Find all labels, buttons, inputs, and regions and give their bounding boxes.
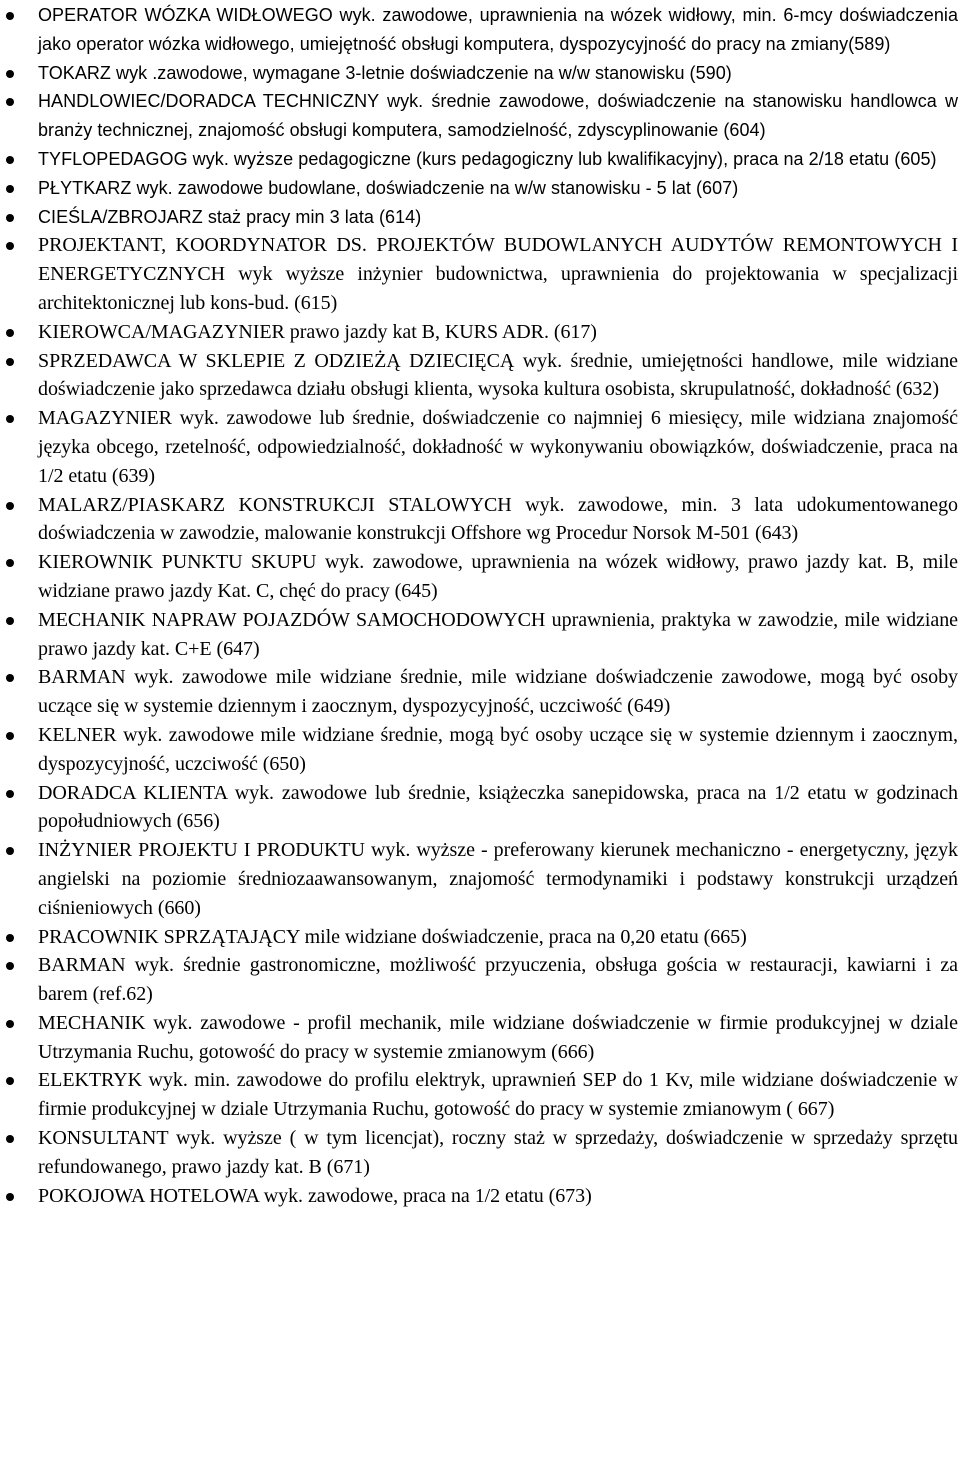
job-offer-item [0,174,960,203]
job-offer-item [0,951,960,1009]
bullet-icon [6,674,14,682]
job-offer-item [0,59,960,88]
job-offer-item [0,721,960,779]
bullet-icon [6,559,14,567]
bullet-icon [6,1135,14,1143]
bullet-icon [6,185,14,193]
job-offer-text: ELEKTRYK wyk. min. zawodowe do profilu elektryk, uprawnień SEP do 1 Kv, mile widziane doświadczenie w firmie produkcyjnej w dziale Utrzymania Ruchu, gotowość do pracy w systemie zmianowym ( 667) [38,1069,958,1121]
job-offer-text: BARMAN wyk. średnie gastronomiczne, możliwość przyuczenia, obsługa gościa w restauracji, kawiarni i za barem (ref.62) [38,954,958,1006]
job-offer-text: SPRZEDAWCA W SKLEPIE Z ODZIEŻĄ DZIECIĘCĄ wyk. średnie, umiejętności handlowe, mile widziane doświadczenie jako sprzedawca działu obsługi klienta, wysoka kultura osobista, skrupulatność, dokładność (632) [38,349,958,401]
bullet-icon [6,98,14,106]
job-offer-item [0,404,960,490]
job-offer-item [0,1182,960,1211]
bullet-icon [6,415,14,423]
job-offer-text: POKOJOWA HOTELOWA wyk. zawodowe, praca na 1/2 etatu (673) [38,1184,592,1207]
bullet-icon [6,242,14,250]
job-offer-text: KONSULTANT wyk. wyższe ( w tym licencjat), roczny staż w sprzedaży, doświadczenie w sprzedaży sprzętu refundowanego, prawo jazdy kat. B (671) [38,1127,958,1178]
job-offer-item [0,923,960,952]
bullet-icon [6,12,14,20]
job-offer-text: OPERATOR WÓZKA WIDŁOWEGO wyk. zawodowe, uprawnienia na wózek widłowy, min. 6-mcy doświadczenia jako operator wózka widłowego, umiejętność obsługi komputera, dyspozycyjność do pracy na zmiany(589) [38,5,958,54]
job-offer-item [0,663,960,721]
job-offer-item [0,87,960,145]
job-offer-item [0,836,960,922]
bullet-icon [6,358,14,366]
job-offer-text: PŁYTKARZ wyk. zawodowe budowlane, doświadczenie na w/w stanowisku - 5 lat (607) [38,177,739,198]
bullet-icon [6,617,14,625]
bullet-icon [6,1077,14,1085]
bullet-icon [6,502,14,510]
job-offer-text: KELNER wyk. zawodowe mile widziane średnie, mogą być osoby uczące się w systemie dziennym i zaocznym, dyspozycyjność, uczciwość (650) [38,723,958,775]
job-offer-text: INŻYNIER PROJEKTU I PRODUKTU wyk. wyższe - preferowany kierunek mechaniczno - energetyczny, język angielski na poziomie średniozaawansowanym, znajomość termodynamiki i podstawy konstrukcji urządzeń ciśnieniowych (660) [38,839,958,919]
bullet-icon [6,1193,14,1201]
bullet-icon [6,732,14,740]
job-offer-text: DORADCA KLIENTA wyk. zawodowe lub średnie, książeczka sanepidowska, praca na 1/2 etatu w godzinach popołudniowych (656) [38,781,958,833]
bullet-icon [6,847,14,855]
job-offer-item [0,1124,960,1182]
job-offer-text: HANDLOWIEC/DORADCA TECHNICZNY wyk. średnie zawodowe, doświadczenie na stanowisku handlowca w branży technicznej, znajomość obsługi komputera, samodzielność, zdyscyplinowanie (604) [38,91,958,141]
job-offer-item [0,318,960,347]
job-offer-item [0,491,960,549]
job-offer-text: CIEŚLA/ZBROJARZ staż pracy min 3 lata (614) [38,206,422,227]
job-offer-text: KIEROWNIK PUNKTU SKUPU wyk. zawodowe, uprawnienia na wózek widłowy, prawo jazdy kat. B, mile widziane prawo jazdy Kat. C, chęć do pracy (645) [38,551,958,602]
job-offer-item [0,203,960,232]
job-offer-item [0,1009,960,1067]
bullet-icon [6,70,14,78]
bullet-icon [6,790,14,798]
job-offer-text: PRACOWNIK SPRZĄTAJĄCY mile widziane doświadczenie, praca na 0,20 etatu (665) [38,925,747,948]
job-offer-text: MECHANIK NAPRAW POJAZDÓW SAMOCHODOWYCH uprawnienia, praktyka w zawodzie, mile widziane prawo jazdy kat. C+E (647) [38,608,958,660]
job-offer-text: KIEROWCA/MAGAZYNIER prawo jazdy kat B, KURS ADR. (617) [38,320,597,343]
job-offer-text: PROJEKTANT, KOORDYNATOR DS. PROJEKTÓW BUDOWLANYCH AUDYTÓW REMONTOWYCH I ENERGETYCZNYCH wyk wyższe inżynier budownictwa, uprawnienia do projektowania w specjalizacji architektonicznej lub kons-bud. (615) [38,234,958,314]
bullet-icon [6,962,14,970]
job-offer-item [0,606,960,664]
bullet-icon [6,214,14,222]
job-offer-item [0,779,960,837]
bullet-icon [6,329,14,337]
job-offers-list [0,1,960,1210]
job-offer-item [0,231,960,317]
job-offer-text: MALARZ/PIASKARZ KONSTRUKCJI STALOWYCH wyk. zawodowe, min. 3 lata udokumentowanego doświadczenia w zawodzie, malowanie konstrukcji Offshore wg Procedur Norsok M-501 (643) [38,493,958,545]
bullet-icon [6,934,14,942]
job-offer-item [0,548,960,606]
job-offer-item [0,145,960,174]
job-offer-item [0,347,960,405]
job-offer-text: TOKARZ wyk .zawodowe, wymagane 3-letnie doświadczenie na w/w stanowisku (590) [38,62,732,83]
bullet-icon [6,1020,14,1028]
bullet-icon [6,156,14,164]
job-offer-item [0,1,960,59]
job-offer-item [0,1066,960,1124]
job-offer-text: TYFLOPEDAGOG wyk. wyższe pedagogiczne (kurs pedagogiczny lub kwalifikacyjny), praca na 2/18 etatu (605) [38,148,937,169]
job-offer-text: MAGAZYNIER wyk. zawodowe lub średnie, doświadczenie co najmniej 6 miesięcy, mile widziana znajomość języka obcego, rzetelność, odpowiedzialność, dokładność w wykonywaniu obowiązków, doświadczenie, praca na 1/2 etatu (639) [38,407,958,487]
job-offer-text: BARMAN wyk. zawodowe mile widziane średnie, mile widziane doświadczenie zawodowe, mogą być osoby uczące się w systemie dziennym i zaocznym, dyspozycyjność, uczciwość (649) [38,666,958,718]
job-offer-text: MECHANIK wyk. zawodowe - profil mechanik, mile widziane doświadczenie w firmie produkcyjnej w dziale Utrzymania Ruchu, gotowość do pracy w systemie zmianowym (666) [38,1011,958,1063]
